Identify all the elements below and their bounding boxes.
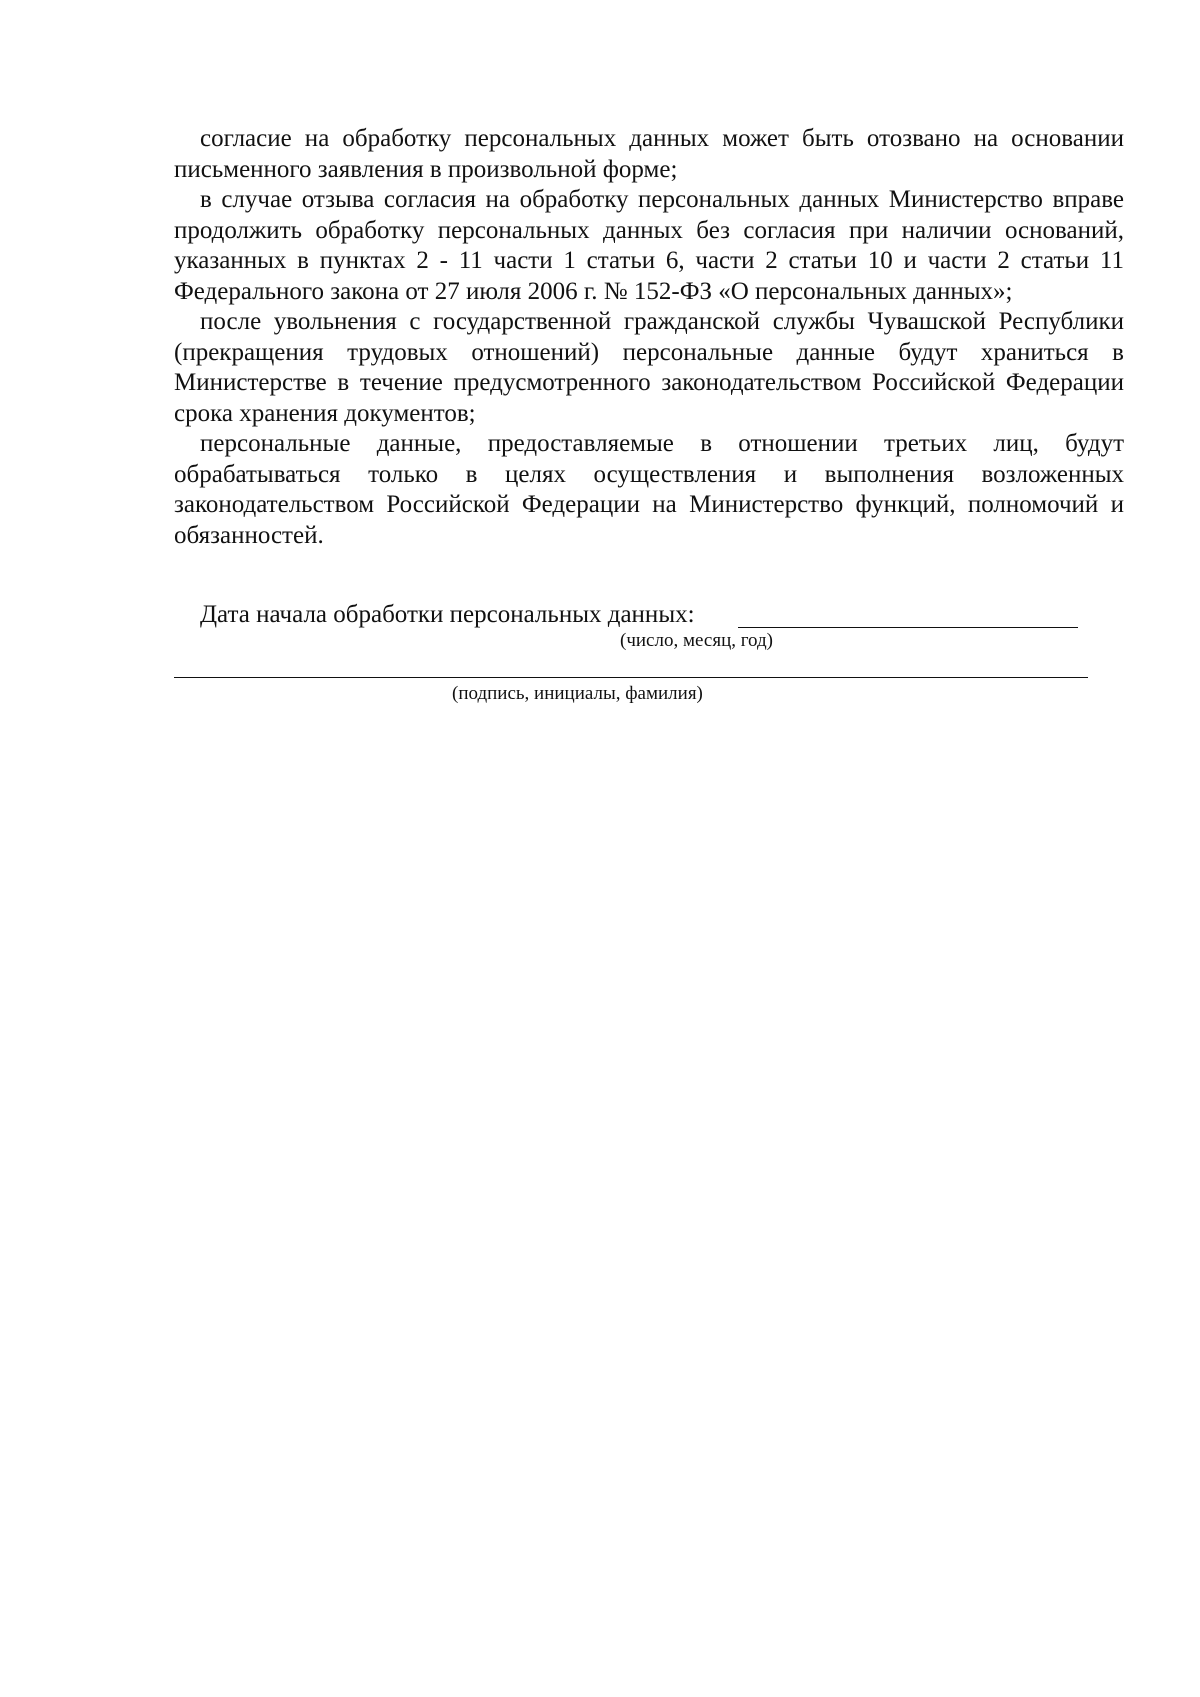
start-date-hint: (число, месяц, год) xyxy=(620,630,774,651)
paragraph-processing-after-withdrawal: в случае отзыва согласия на обработку персональных данных Министерство вправе продолжить обработку персональных данных без согласия при наличии оснований, указанных в пунктах 2 - 11 части 1 статьи 6, части 2 статьи 10 и части 2 статьи 11 Федерального закона от 27 июля 2006 г. № 152-ФЗ «О персональных данных»; xyxy=(174,186,1124,305)
paragraph-storage-after-dismissal: после увольнения с государственной гражданской службы Чувашской Республики (прекращения трудовых отношений) персональные данные будут храниться в Министерстве в течение предусмотренного законодательством Российской Федерации срока хранения документов; xyxy=(174,308,1124,427)
start-date-blank-line xyxy=(738,627,1078,628)
consent-terms xyxy=(174,124,1124,551)
signature-blank-line xyxy=(174,677,1088,678)
signature-hint: (подпись, инициалы, фамилия) xyxy=(452,683,703,704)
start-date-label: Дата начала обработки персональных данных: xyxy=(200,601,695,628)
paragraph-consent-withdrawal: согласие на обработку персональных данных может быть отозвано на основании письменного заявления в произвольной форме; xyxy=(174,125,1124,183)
paragraph-third-party-data: персональные данные, предоставляемые в отношении третьих лиц, будут обрабатываться только в целях осуществления и выполнения возложенных законодательством Российской Федерации на Министерство функций, полномочий и обязанностей. xyxy=(174,430,1124,549)
